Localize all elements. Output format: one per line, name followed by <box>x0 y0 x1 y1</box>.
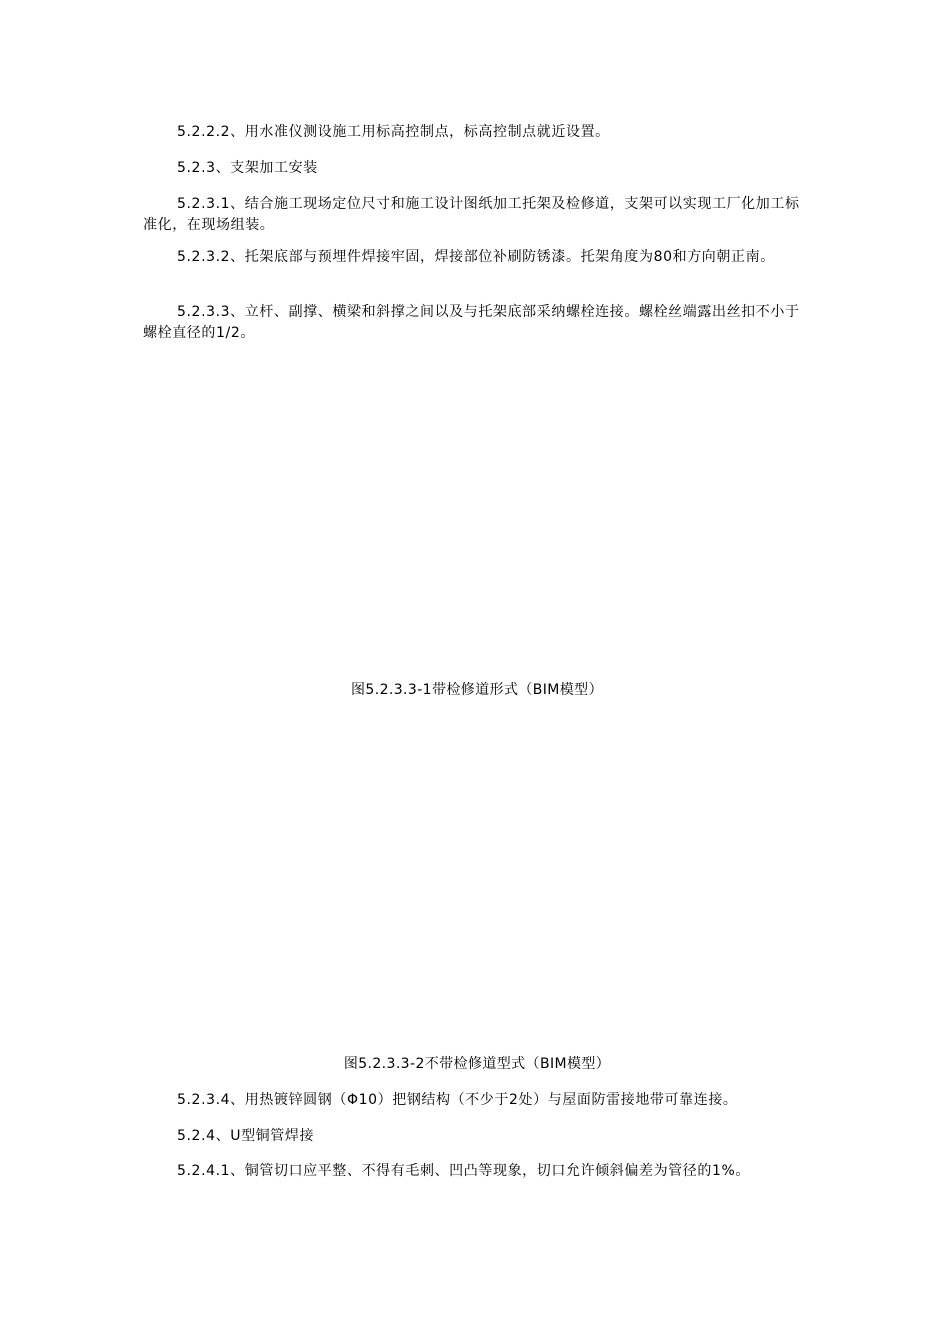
figure-2-placeholder <box>143 710 811 1045</box>
heading-5-2-3: 5.2.3、支架加工安装 <box>177 160 318 176</box>
paragraph-5-2-4-1: 5.2.4.1、铜管切口应平整、不得有毛刺、凹凸等现象，切口允许倾斜偏差为管径的1%。 <box>177 1163 750 1179</box>
paragraph-5-2-3-1: 5.2.3.1、结合施工现场定位尺寸和施工设计图纸加工托架及检修道，支架可以实现工厂化加工标准化，在现场组装。 <box>143 196 800 233</box>
paragraph-5-2-3-3: 5.2.3.3、立杆、副撑、横梁和斜撑之间以及与托架底部采纳螺栓连接。螺栓丝端露出丝扣不小于螺栓直径的1/2。 <box>143 304 800 341</box>
heading-5-2-4: 5.2.4、U型铜管焊接 <box>177 1128 315 1144</box>
paragraph-5-2-3-2: 5.2.3.2、托架底部与预埋件焊接牢固，焊接部位补刷防锈漆。托架角度为80和方向朝正南。 <box>177 249 775 265</box>
paragraph-5-2-3-4: 5.2.3.4、用热镀锌圆钢（Φ10）把钢结构（不少于2处）与屋面防雷接地带可靠连接。 <box>177 1092 738 1108</box>
paragraph-5-2-2-2: 5.2.2.2、用水准仪测设施工用标高控制点，标高控制点就近设置。 <box>177 124 610 140</box>
figure-1-caption: 图5.2.3.3-1带检修道形式（BIM模型） <box>351 682 603 698</box>
figure-1-placeholder <box>143 350 811 670</box>
figure-2-caption: 图5.2.3.3-2不带检修道型式（BIM模型） <box>343 1056 611 1072</box>
